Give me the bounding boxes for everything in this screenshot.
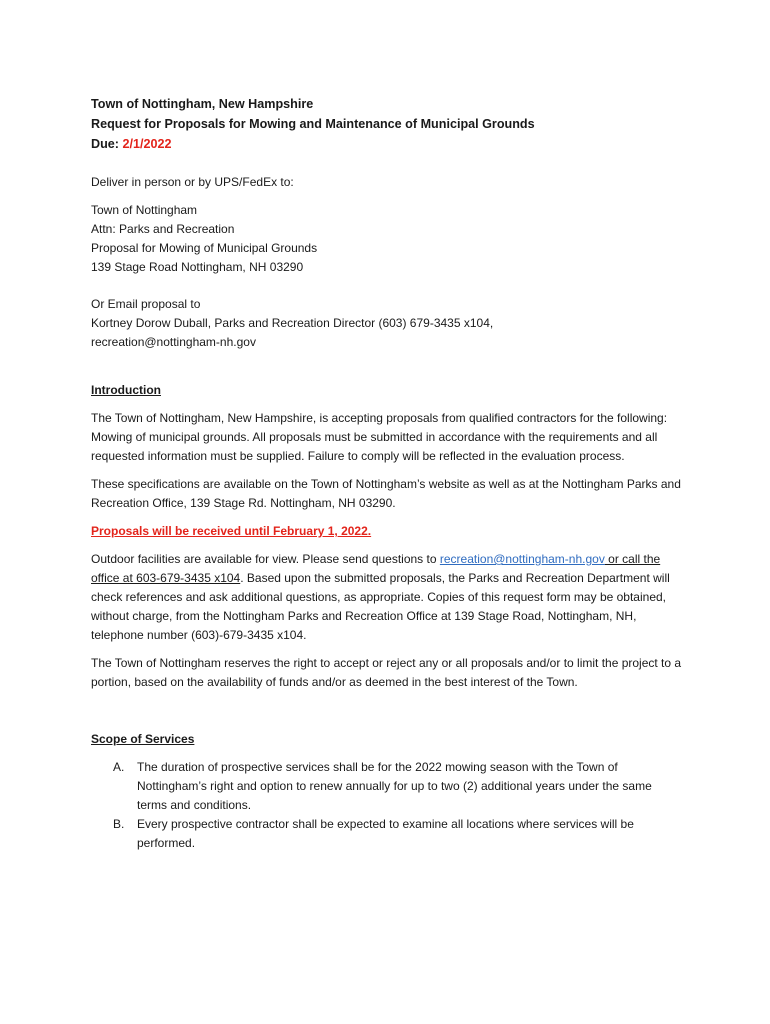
questions-text-end: . Based upon the submitted proposals, the Parks and Recreation Department will check references and ask additional questions, as appropriate. Copies of this request form may be obtained, without charge, from the Nottingham Parks and Recreation Office at 139 Stage Road, Nottingham, NH, telephone number (603)-679-3435 x104. [91,571,670,642]
address-line: 139 Stage Road Nottingham, NH 03290 [91,260,304,274]
list-marker: A. [113,760,125,774]
specifications-paragraph: These specifications are available on the Town of Nottingham’s website as well as at the Nottingham Parks and Recreation Office, 139 Stage Rd. Nottingham, NH 03290. [91,477,681,510]
list-item [91,815,682,853]
list-marker: B. [113,817,125,831]
list-item-text: The duration of prospective services shall be for the 2022 mowing season with the Town of Nottingham’s right and option to renew annually for up to two (2) additional years under the same terms and conditions. [137,760,652,812]
list-item-text: Every prospective contractor shall be expected to examine all locations where services will be performed. [137,817,634,850]
due-line [91,134,682,154]
scope-list [91,758,682,853]
list-item [91,758,682,815]
document-header [91,94,682,154]
questions-paragraph [91,550,682,645]
questions-text: Outdoor facilities are available for view. Please send questions to [91,552,440,566]
call-office-text: or call the office at 603-679-3435 x104 [91,552,661,585]
scope-heading: Scope of Services [91,732,195,746]
introduction-heading: Introduction [91,383,161,397]
due-label: Due: [91,137,123,151]
deadline-notice: Proposals will be received until February 1, 2022. [91,524,372,538]
due-date: 2/1/2022 [122,137,172,151]
address-line: Town of Nottingham [91,203,198,217]
contact-email: recreation@nottingham-nh.gov [91,335,256,349]
address-line: Proposal for Mowing of Municipal Grounds [91,241,318,255]
delivery-intro: Deliver in person or by UPS/FedEx to: [91,175,294,189]
mailing-address [91,201,682,277]
introduction-paragraph: The Town of Nottingham, New Hampshire, is accepting proposals from qualified contractors for the following: Mowing of municipal grounds. All proposals must be submitted in accordance with the requirements and all requested information must be supplied. Failure to comply will be reflected in the evaluation process. [91,411,668,463]
email-link[interactable]: recreation@nottingham-nh.gov [439,552,605,566]
town-title: Town of Nottingham, New Hampshire [91,97,314,111]
contact-line: Kortney Dorow Duball, Parks and Recreation Director (603) 679-3435 x104, [91,316,494,330]
email-intro: Or Email proposal to [91,297,201,311]
address-line: Attn: Parks and Recreation [91,222,235,236]
rfp-title: Request for Proposals for Mowing and Maintenance of Municipal Grounds [91,117,535,131]
reservation-paragraph: The Town of Nottingham reserves the right to accept or reject any or all proposals and/or to limit the project to a portion, based on the availability of funds and/or as deemed in the best interest of the Town. [91,656,682,689]
